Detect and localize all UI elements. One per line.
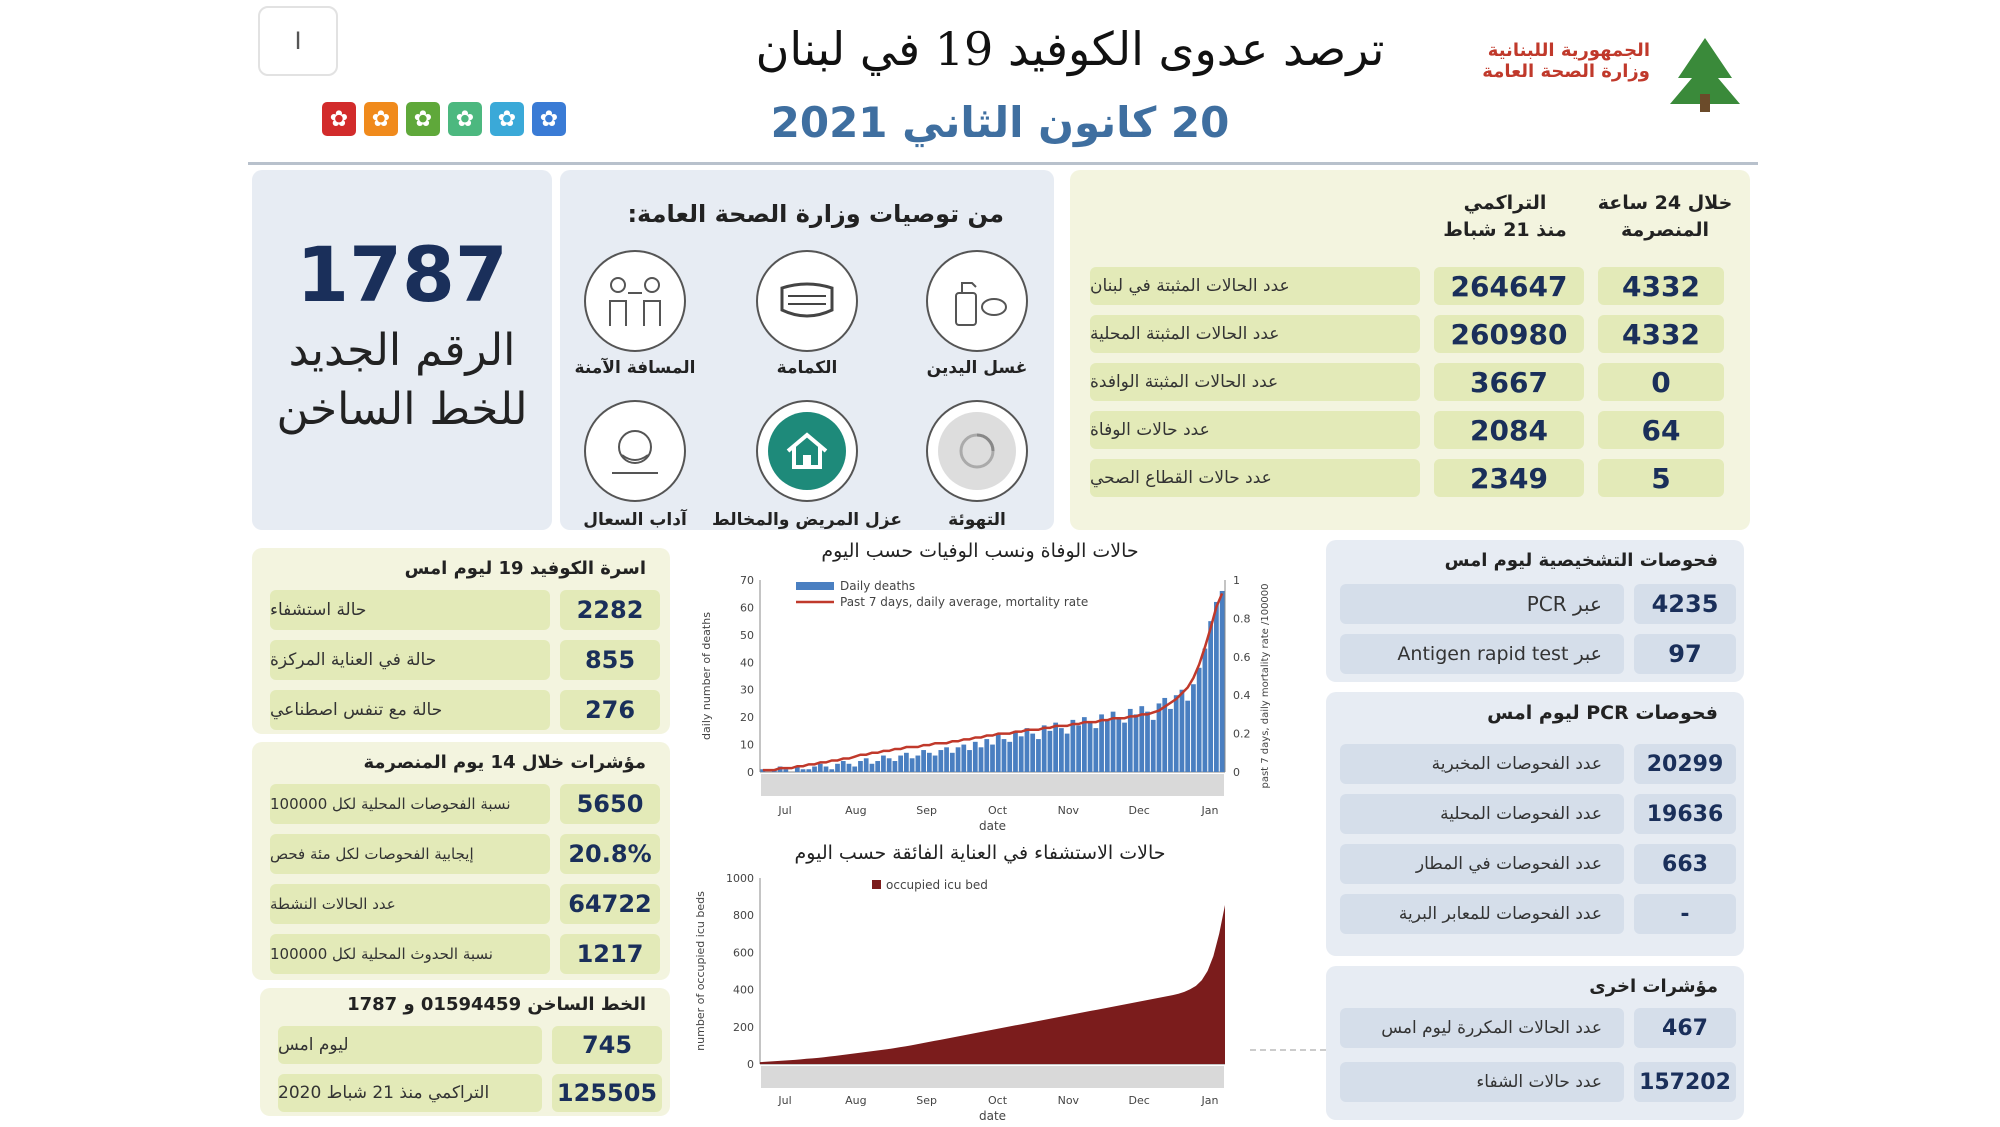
y-tick-label: 0	[747, 766, 754, 779]
deaths-bar	[1019, 736, 1024, 772]
ministry-logo-text	[1450, 40, 1650, 82]
indicators14-title: مؤشرات خلال 14 يوم المنصرمة	[363, 752, 646, 773]
flower-icon: ✿	[364, 102, 398, 136]
y2-tick-label: 0.8	[1233, 612, 1251, 626]
y-tick-label: 60	[740, 601, 754, 615]
deaths-bar	[1111, 712, 1116, 772]
summary-row	[1090, 411, 1740, 449]
other-title: مؤشرات اخرى	[1589, 976, 1718, 997]
pcr-row-value: -	[1634, 894, 1736, 934]
month-tick-label: Oct	[987, 804, 1008, 817]
beds-row-label: حالة في العناية المركزة	[270, 640, 550, 680]
summary-row-cum: 2349	[1434, 459, 1584, 497]
deaths-bar	[933, 756, 938, 772]
deaths-bar	[910, 758, 915, 772]
deaths-bar	[1013, 731, 1018, 772]
deaths-bar	[893, 761, 898, 772]
legend-deaths-swatch	[796, 582, 834, 590]
deaths-chart	[690, 562, 1290, 832]
flower-icon: ✿	[448, 102, 482, 136]
recommendations-panel	[560, 170, 1054, 530]
search-box-text: I	[294, 27, 302, 55]
deaths-bar	[847, 764, 852, 772]
summary-row-label: عدد الحالات المثبتة المحلية	[1090, 315, 1420, 353]
legend-rate-label: Past 7 days, daily average, mortality rate	[840, 595, 1089, 609]
deaths-bar	[921, 750, 926, 772]
deaths-bar	[950, 753, 955, 772]
pcr-title: فحوصات PCR ليوم امس	[1487, 702, 1718, 724]
other-row-value: 467	[1634, 1008, 1736, 1048]
icu-chart	[690, 864, 1290, 1126]
summary-row	[1090, 459, 1740, 497]
summary-row-cum: 260980	[1434, 315, 1584, 353]
summary-row-day: 0	[1598, 363, 1724, 401]
deaths-bar	[806, 769, 811, 772]
hotline-stats-panel	[260, 988, 670, 1116]
indicators14-rows	[270, 784, 660, 974]
pcr-panel	[1326, 692, 1744, 956]
flower-icon: ✿	[322, 102, 356, 136]
month-tick-label: Sep	[916, 1094, 938, 1107]
deaths-bar	[1093, 728, 1098, 772]
y-tick-label: 10	[740, 738, 754, 752]
hotline-stats-rows	[278, 1026, 662, 1112]
deaths-bar	[1203, 649, 1208, 772]
home-isolation-icon	[756, 400, 858, 502]
month-tick-label: Aug	[845, 1094, 867, 1107]
deaths-bar	[858, 761, 863, 772]
deaths-bar	[904, 753, 909, 772]
pcr-row-value: 20299	[1634, 744, 1736, 784]
y-tick-label: 0	[747, 1058, 754, 1071]
hotline-number: 1787	[296, 230, 508, 319]
y2-tick-label: 0.2	[1233, 727, 1251, 741]
month-tick-label: Nov	[1057, 1094, 1080, 1107]
diagnostic-row-label: عبر PCR	[1340, 584, 1624, 624]
month-tick-label: Jul	[778, 804, 792, 817]
ventilation-icon	[926, 400, 1028, 502]
hand-sanitizer-icon	[926, 250, 1028, 352]
rec-label-distance: المسافة الآمنة	[574, 358, 696, 378]
deaths-bar	[961, 745, 966, 772]
deaths-bar	[1036, 739, 1041, 772]
deaths-bar	[1185, 701, 1190, 772]
deaths-bar	[1208, 621, 1213, 772]
summary-row-label: عدد الحالات المثبتة الوافدة	[1090, 363, 1420, 401]
rec-label-mask: الكمامة	[776, 358, 838, 378]
y-axis-label: daily number of deaths	[700, 612, 713, 740]
deaths-bar	[1059, 728, 1064, 772]
deaths-bar	[1128, 709, 1133, 772]
month-tick-label: Dec	[1128, 804, 1150, 817]
pcr-row-label: عدد الفحوصات المخبرية	[1340, 744, 1624, 784]
hotline-stats-row	[278, 1074, 662, 1112]
hotline-stats-row-label: ليوم امس	[278, 1026, 542, 1064]
pcr-row-value: 663	[1634, 844, 1736, 884]
summary-row-cum: 3667	[1434, 363, 1584, 401]
deaths-bar	[887, 758, 892, 772]
color-flowers-row	[322, 102, 566, 136]
hotline-panel	[252, 170, 552, 530]
y-tick-label: 600	[733, 946, 754, 960]
deaths-bar	[1180, 690, 1185, 772]
deaths-bar	[870, 764, 875, 772]
beds-row	[270, 690, 660, 730]
deaths-bar	[927, 753, 932, 772]
indicators14-panel	[252, 742, 670, 980]
deaths-bar	[875, 761, 880, 772]
summary-row-day: 5	[1598, 459, 1724, 497]
other-panel	[1326, 966, 1744, 1120]
y2-tick-label: 0.6	[1233, 650, 1251, 664]
pcr-row	[1340, 794, 1736, 834]
month-tick-label: Sep	[916, 804, 938, 817]
hotline-stats-row	[278, 1026, 662, 1064]
deaths-bar	[1042, 725, 1047, 772]
flower-icon: ✿	[406, 102, 440, 136]
pcr-rows	[1340, 744, 1736, 934]
deaths-bar	[938, 750, 943, 772]
deaths-bar	[1105, 720, 1110, 772]
pcr-row-label: عدد الفحوصات المحلية	[1340, 794, 1624, 834]
deaths-bar	[835, 764, 840, 772]
diagnostic-row-value: 4235	[1634, 584, 1736, 624]
rec-label-handwash: غسل اليدين	[926, 358, 1028, 378]
summary-row-day: 4332	[1598, 315, 1724, 353]
indicators14-row-label: نسبة الفحوصات المحلية لكل 100000	[270, 784, 550, 824]
deaths-bar	[956, 747, 961, 772]
indicators14-row	[270, 884, 660, 924]
beds-rows	[270, 590, 660, 730]
deaths-bar	[864, 758, 869, 772]
summary-row-day: 4332	[1598, 267, 1724, 305]
deaths-bar	[1007, 742, 1012, 772]
deaths-bar	[1025, 728, 1030, 772]
other-row	[1340, 1062, 1736, 1102]
deaths-bar	[829, 769, 834, 772]
deaths-bar	[1134, 714, 1139, 772]
icu-area	[760, 905, 1225, 1064]
deaths-bar	[1145, 712, 1150, 772]
page-title: ترصد عدوى الكوفيد 19 في لبنان	[755, 22, 1385, 76]
flower-icon: ✿	[532, 102, 566, 136]
indicators14-row	[270, 834, 660, 874]
y-tick-label: 20	[740, 711, 754, 725]
y-tick-label: 1000	[726, 872, 754, 885]
summary-row-label: عدد حالات الوفاة	[1090, 411, 1420, 449]
diagnostic-row-value: 97	[1634, 634, 1736, 674]
deaths-bar	[916, 756, 921, 772]
other-rows	[1340, 1008, 1736, 1102]
beds-title: اسرة الكوفيد 19 ليوم امس	[404, 558, 646, 579]
deaths-bar	[1116, 717, 1121, 772]
summary-row	[1090, 267, 1740, 305]
deaths-bar	[881, 756, 886, 772]
deaths-bar	[967, 750, 972, 772]
date-strip	[761, 774, 1224, 796]
y-tick-label: 40	[740, 656, 754, 670]
deaths-bar	[1088, 723, 1093, 772]
deaths-bar	[783, 769, 788, 772]
hotline-line1: الرقم الجديد	[288, 325, 516, 376]
summary-row-day: 64	[1598, 411, 1724, 449]
deaths-bar	[898, 756, 903, 772]
colcum-line2: منذ 21 شباط	[1443, 218, 1567, 241]
indicators14-row-value: 64722	[560, 884, 660, 924]
deaths-bar	[979, 747, 984, 772]
deaths-bar	[1082, 717, 1087, 772]
indicators14-row-value: 20.8%	[560, 834, 660, 874]
month-tick-label: Dec	[1128, 1094, 1150, 1107]
rec-label-cough: آداب السعال	[583, 510, 687, 530]
beds-row-value: 276	[560, 690, 660, 730]
other-row-label: عدد الحالات المكررة ليوم امس	[1340, 1008, 1624, 1048]
diagnostic-row-label: عبر Antigen rapid test	[1340, 634, 1624, 674]
summary-row-cum: 2084	[1434, 411, 1584, 449]
y2-tick-label: 0.4	[1233, 689, 1251, 703]
date-strip	[761, 1066, 1224, 1088]
deaths-bar	[852, 767, 857, 772]
deaths-bar	[841, 761, 846, 772]
summary-row	[1090, 315, 1740, 353]
colcum-line1: التراكمي	[1463, 192, 1547, 214]
indicators14-row-value: 1217	[560, 934, 660, 974]
diagnostic-title: فحوصات التشخيصية ليوم امس	[1444, 550, 1718, 571]
flower-icon: ✿	[490, 102, 524, 136]
y-tick-label: 800	[733, 909, 754, 923]
y2-tick-label: 0	[1233, 766, 1240, 779]
deaths-bar	[1174, 695, 1179, 772]
recommendations-title: من توصيات وزارة الصحة العامة:	[627, 200, 1004, 228]
diagnostic-rows	[1340, 584, 1736, 674]
summary-row-cum: 264647	[1434, 267, 1584, 305]
month-tick-label: Aug	[845, 804, 867, 817]
y2-axis-label: past 7 days, daily mortality rate /100000	[1260, 583, 1271, 789]
deaths-chart-title: حالات الوفاة ونسب الوفيات حسب اليوم	[821, 540, 1139, 562]
deaths-bar	[1053, 723, 1058, 772]
hotline-stats-row-label: التراكمي منذ 21 شباط 2020	[278, 1074, 542, 1112]
deaths-bar	[812, 767, 817, 772]
hotline-line2: للخط الساخن	[276, 384, 528, 435]
deaths-bar	[1214, 602, 1219, 772]
deaths-bar	[984, 739, 989, 772]
icu-chart-title: حالات الاستشفاء في العناية الفائقة حسب اليوم	[794, 842, 1166, 864]
deaths-bar	[1122, 723, 1127, 772]
legend-icu-label: occupied icu bed	[886, 878, 988, 892]
rec-label-ventilation: التهوئة	[948, 510, 1006, 530]
beds-panel	[252, 548, 670, 734]
beds-row-value: 2282	[560, 590, 660, 630]
y-tick-label: 50	[740, 628, 754, 642]
summary-row-label: عدد الحالات المثبتة في لبنان	[1090, 267, 1420, 305]
deaths-bar	[1030, 734, 1035, 772]
deaths-bar	[1197, 668, 1202, 772]
diagnostic-row	[1340, 634, 1736, 674]
search-box[interactable]	[258, 6, 338, 76]
diagnostic-panel	[1326, 540, 1744, 682]
indicators14-row	[270, 934, 660, 974]
col24-line1: خلال 24 ساعة	[1597, 192, 1733, 214]
y-tick-label: 200	[733, 1020, 754, 1034]
legend-deaths-label: Daily deaths	[840, 579, 916, 593]
deaths-bar	[990, 745, 995, 772]
month-tick-label: Oct	[987, 1094, 1008, 1107]
indicators14-row-label: عدد الحالات النشطة	[270, 884, 550, 924]
deaths-bar	[1168, 709, 1173, 772]
pcr-row	[1340, 894, 1736, 934]
pcr-row	[1340, 744, 1736, 784]
rec-label-isolation: عزل المريض والمخالط	[712, 510, 902, 530]
month-tick-label: Jan	[1201, 1094, 1219, 1107]
indicators14-row	[270, 784, 660, 824]
hotline-stats-row-value: 125505	[552, 1074, 662, 1112]
beds-row-label: حالة استشفاء	[270, 590, 550, 630]
indicators14-row-label: إيجابية الفحوصات لكل مئة فحص	[270, 834, 550, 874]
safe-distance-icon	[584, 250, 686, 352]
hotline-stats-title: الخط الساخن 01594459 و 1787	[347, 994, 646, 1015]
month-tick-label: Jan	[1201, 804, 1219, 817]
pcr-row-label: عدد الفحوصات في المطار	[1340, 844, 1624, 884]
face-mask-icon	[756, 250, 858, 352]
summary-col-24h-header	[1590, 190, 1740, 243]
deaths-bar	[1157, 703, 1162, 772]
header-divider	[248, 162, 1758, 165]
deaths-bar	[818, 764, 823, 772]
republic-label: الجمهورية اللبنانية	[1487, 40, 1650, 61]
y-tick-label: 70	[740, 574, 754, 587]
deaths-bar	[1071, 720, 1076, 772]
month-tick-label: Jul	[778, 1094, 792, 1107]
deaths-bar	[1076, 725, 1081, 772]
deaths-bar	[824, 767, 829, 772]
x-axis-label: date	[978, 1109, 1007, 1123]
deaths-bar	[973, 742, 978, 772]
deaths-bar	[996, 734, 1001, 772]
summary-col-cum-header	[1430, 190, 1580, 243]
deaths-bar	[801, 769, 806, 772]
indicators14-row-value: 5650	[560, 784, 660, 824]
beds-row	[270, 590, 660, 630]
deaths-bar	[1002, 739, 1007, 772]
month-tick-label: Nov	[1057, 804, 1080, 817]
y-axis-label: number of occupied icu beds	[694, 891, 707, 1051]
deaths-bar	[1065, 734, 1070, 772]
beds-row-value: 855	[560, 640, 660, 680]
col24-line2: المنصرمة	[1621, 218, 1709, 241]
cough-etiquette-icon	[584, 400, 686, 502]
page-date: 20 كانون الثاني 2021	[770, 98, 1230, 147]
beds-row-label: حالة مع تنفس اصطناعي	[270, 690, 550, 730]
deaths-bar	[1048, 731, 1053, 772]
ministry-label: وزارة الصحة العامة	[1482, 61, 1650, 82]
summary-panel	[1070, 170, 1750, 530]
beds-row	[270, 640, 660, 680]
pcr-row	[1340, 844, 1736, 884]
y-tick-label: 400	[733, 983, 754, 997]
deaths-bar	[944, 747, 949, 772]
indicators14-row-label: نسبة الحدوث المحلية لكل 100000	[270, 934, 550, 974]
pcr-row-value: 19636	[1634, 794, 1736, 834]
legend-icu-swatch	[872, 880, 881, 889]
deaths-bar	[1220, 591, 1225, 772]
deaths-bar	[1191, 684, 1196, 772]
other-row-value: 157202	[1634, 1062, 1736, 1102]
pcr-row-label: عدد الفحوصات للمعابر البرية	[1340, 894, 1624, 934]
other-row	[1340, 1008, 1736, 1048]
hotline-stats-row-value: 745	[552, 1026, 662, 1064]
summary-rows	[1090, 267, 1740, 497]
y2-tick-label: 1	[1233, 574, 1240, 587]
deaths-bar	[1099, 714, 1104, 772]
other-row-label: عدد حالات الشفاء	[1340, 1062, 1624, 1102]
summary-row-label: عدد حالات القطاع الصحي	[1090, 459, 1420, 497]
x-axis-label: date	[978, 819, 1007, 832]
y-tick-label: 30	[740, 683, 754, 697]
deaths-bar	[1151, 720, 1156, 772]
cedar-logo-icon	[1662, 34, 1748, 114]
summary-row	[1090, 363, 1740, 401]
diagnostic-row	[1340, 584, 1736, 624]
